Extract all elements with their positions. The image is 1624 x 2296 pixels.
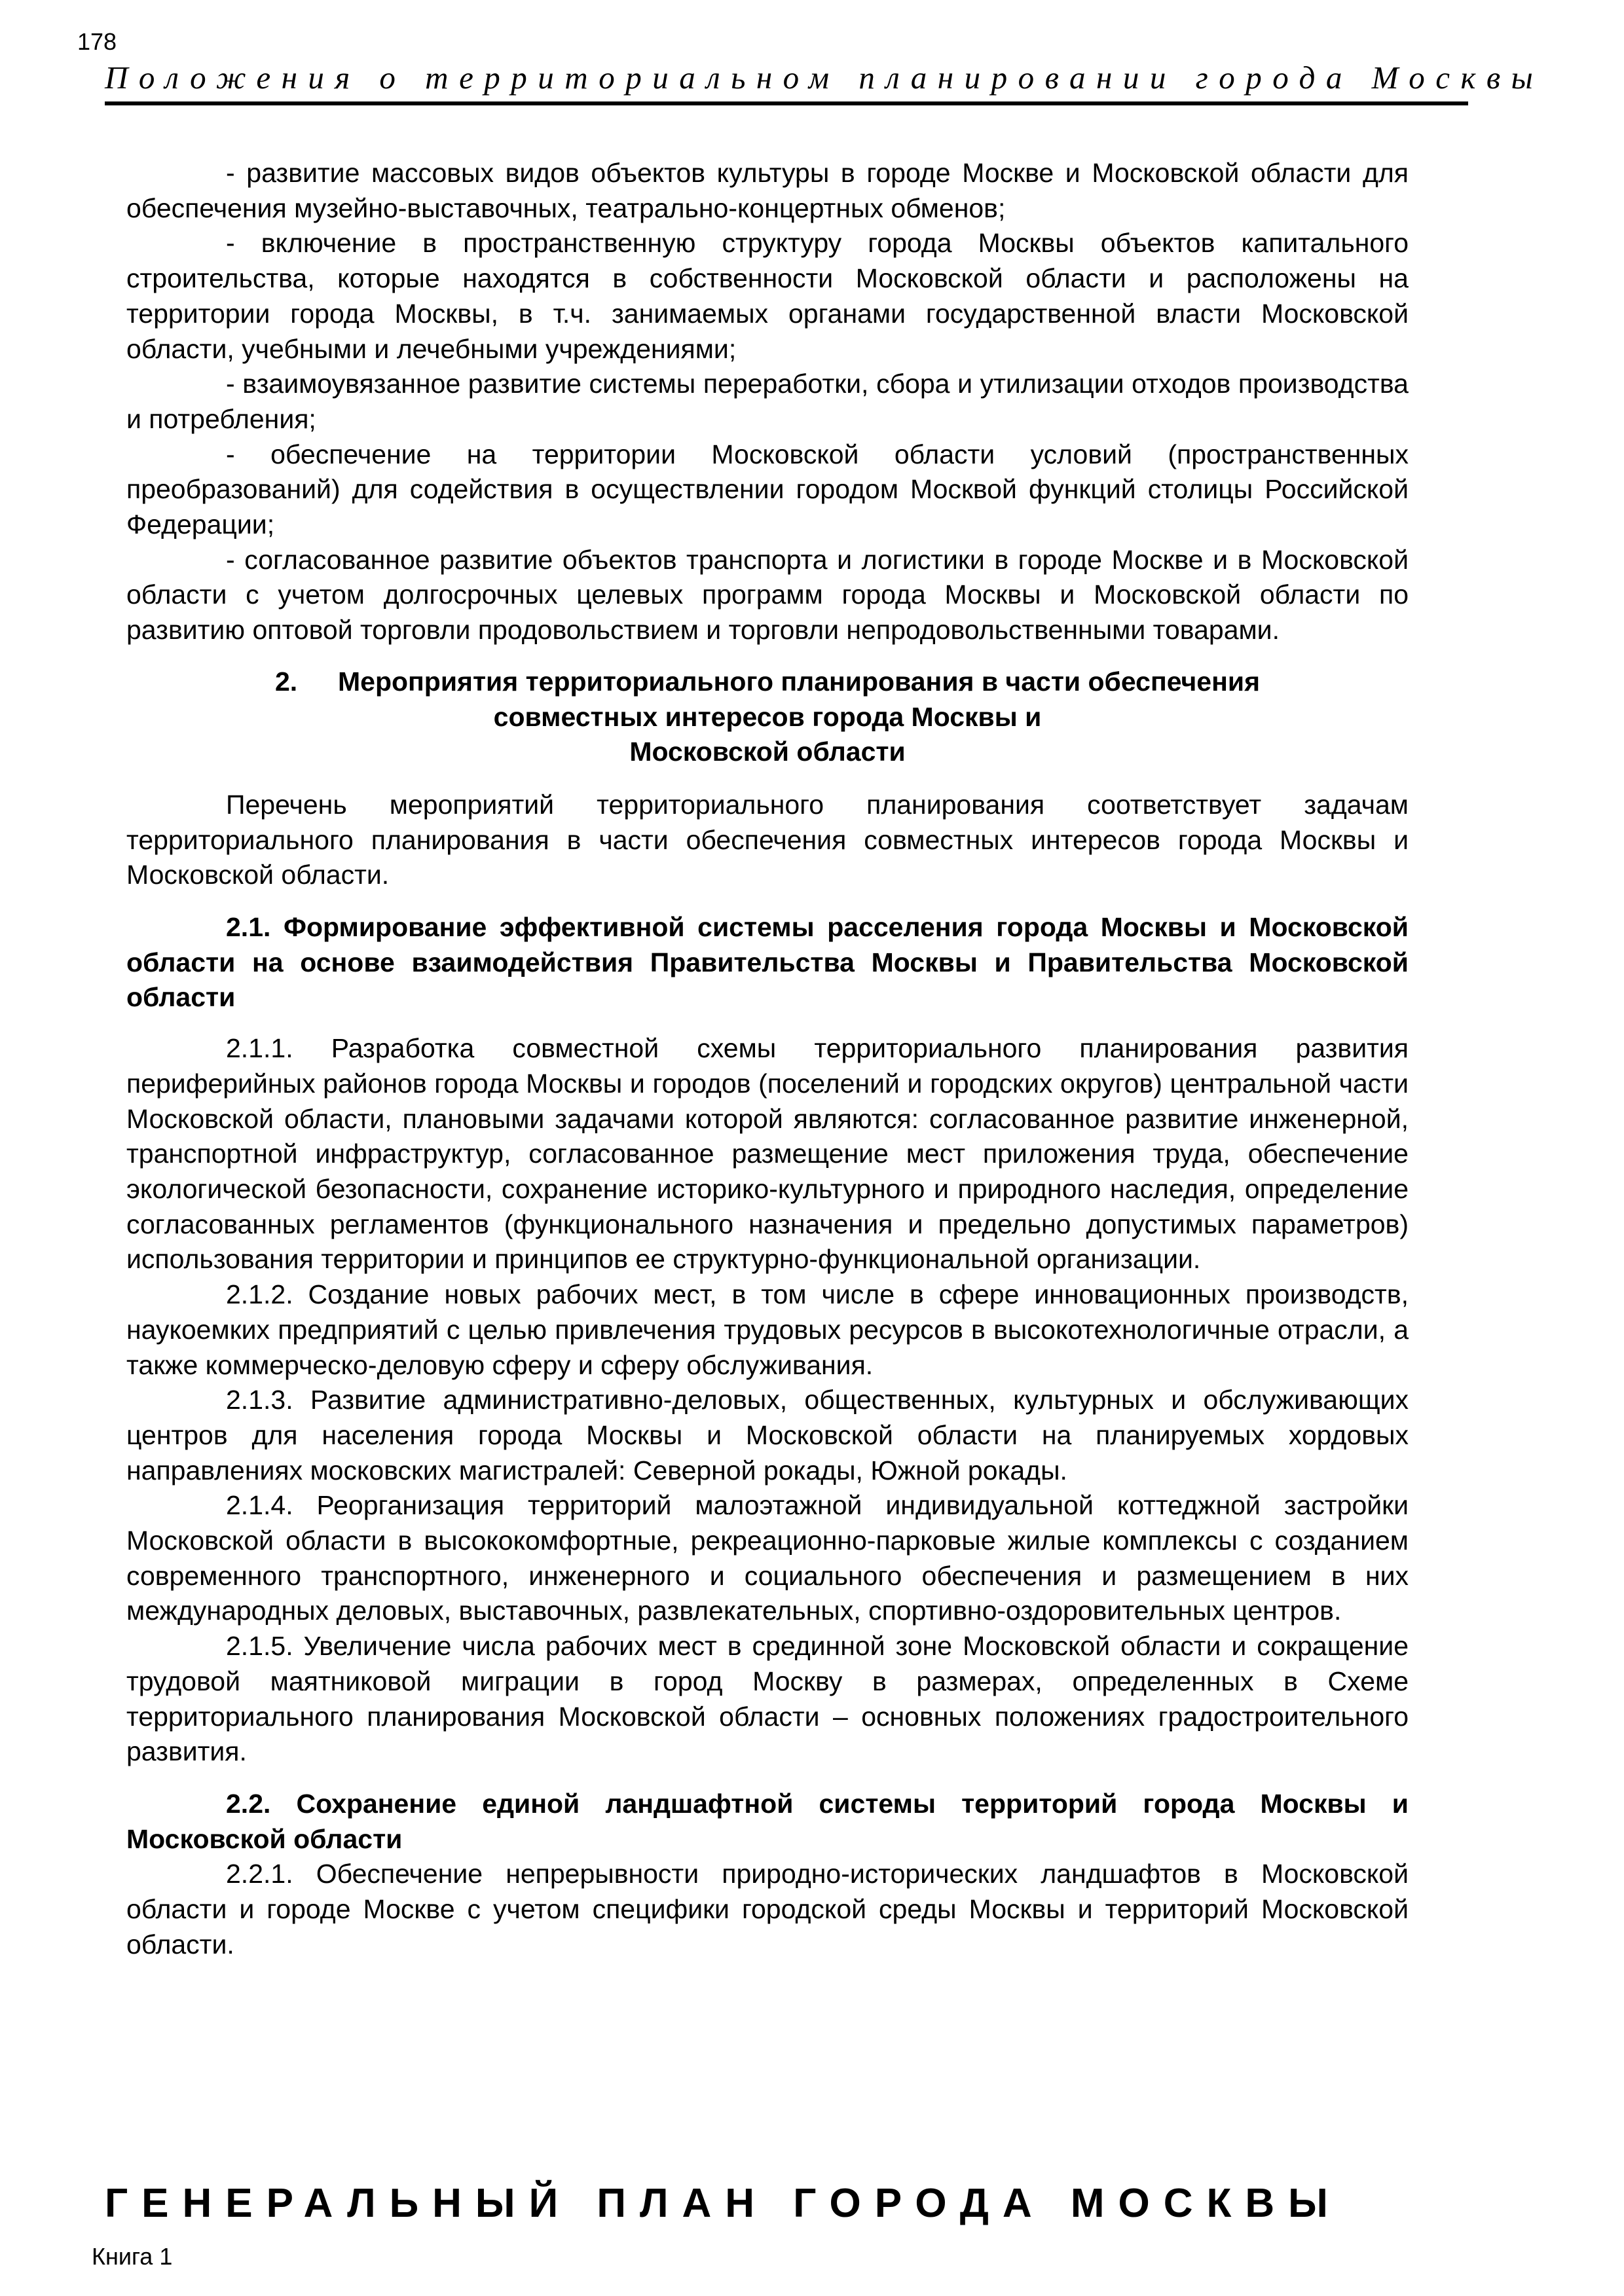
list-item: - обеспечение на территории Московской области условий (пространственных преобразований) для содействия в осуществлении городом Москвой функций столицы Российской Федерации; <box>126 439 1409 540</box>
list-item: - развитие массовых видов объектов культуры в городе Москве и Московской области для обеспечения музейно-выставочных, театрально-концертных обменов; <box>126 158 1409 223</box>
footer-title: ГЕНЕРАЛЬНЫЙ ПЛАН ГОРОДА МОСКВЫ <box>105 2181 1342 2226</box>
paragraph-2-1-2: 2.1.2. Создание новых рабочих мест, в том числе в сфере инновационных производств, наукоемких предприятий с целью привлечения трудовых ресурсов в высокотехнологичные отрасли, а также коммерческо-деловую сферу и сферу обслуживания. <box>126 1279 1409 1380</box>
paragraph-2-1-5: 2.1.5. Увеличение числа рабочих мест в срединной зоне Московской области и сокращение трудовой маятниковой миграции в город Москву в размерах, определенных в Схеме территориального планирования Московской области – основных положениях градостроительного развития. <box>126 1631 1409 1767</box>
section-2-title-line1: Мероприятия территориального планирования в части обеспечения <box>338 666 1260 697</box>
section-2-title-line3: Московской области <box>629 737 906 767</box>
list-item: - взаимоувязанное развитие системы переработки, сбора и утилизации отходов производства и потребления; <box>126 369 1409 434</box>
section-2-number: 2. <box>275 666 298 697</box>
page-body <box>126 156 1409 1962</box>
section-2-intro: Перечень мероприятий территориального планирования соответствует задачам территориального планирования в части обеспечения совместных интересов города Москвы и Московской области. <box>126 789 1409 890</box>
page-number: 178 <box>77 28 117 55</box>
running-head-title: Положения о территориальном планировании города Москвы <box>105 60 1544 96</box>
section-2-title-line2: совместных интересов города Москвы и <box>493 701 1042 732</box>
book-label: Книга 1 <box>92 2243 173 2270</box>
paragraph-2-1-4: 2.1.4. Реорганизация территорий малоэтажной индивидуальной коттеджной застройки Московской области в высококомфортные, рекреационно-парковые жилые комплексы с созданием современного транспортного, инженерного и социального обеспечения и размещением в них международных деловых, выставочных, развлекательных, спортивно-оздоровительных центров. <box>126 1490 1409 1626</box>
paragraph-2-1-1: 2.1.1. Разработка совместной схемы территориального планирования развития периферийных районов города Москвы и городов (поселений и городских округов) центральной части Московской области, плановыми задачами которой являются: согласованное развитие инженерной, транспортной инфраструктур, согласованное размещение мест приложения труда, обеспечение экологической безопасности, сохранение историко-культурного и природного наследия, определение согласованных регламентов (функционального назначения и предельно допустимых параметров) использования территории и принципов ее структурно-функциональной организации. <box>126 1033 1409 1275</box>
paragraph-2-1-3: 2.1.3. Развитие административно-деловых, общественных, культурных и обслуживающих центров для населения города Москвы и Московской области на планируемых хордовых направлениях московских магистралей: Северной рокады, Южной рокады. <box>126 1385 1409 1485</box>
list-item: - согласованное развитие объектов транспорта и логистики в городе Москве и в Московской области с учетом долгосрочных целевых программ города Москвы и Московской области по развитию оптовой торговли продовольствием и торговли непродовольственными товарами. <box>126 544 1409 646</box>
list-item: - включение в пространственную структуру города Москвы объектов капитального строительства, которые находятся в собственности Московской области и расположены на территории города Москвы, в т.ч. занимаемых органами государственной власти Московской области, учебными и лечебными учреждениями; <box>126 228 1409 364</box>
subsection-2-2-heading: 2.2. Сохранение единой ландшафтной системы территорий города Москвы и Московской области <box>126 1788 1409 1854</box>
section-2-heading <box>126 665 1409 770</box>
header-rule <box>105 101 1468 105</box>
paragraph-2-2-1: 2.2.1. Обеспечение непрерывности природно-исторических ландшафтов в Московской области и городе Москве с учетом специфики городской среды Москвы и территорий Московской области. <box>126 1859 1409 1959</box>
subsection-2-1-heading: 2.1. Формирование эффективной системы расселения города Москвы и Московской области на основе взаимодействия Правительства Москвы и Правительства Московской области <box>126 912 1409 1013</box>
